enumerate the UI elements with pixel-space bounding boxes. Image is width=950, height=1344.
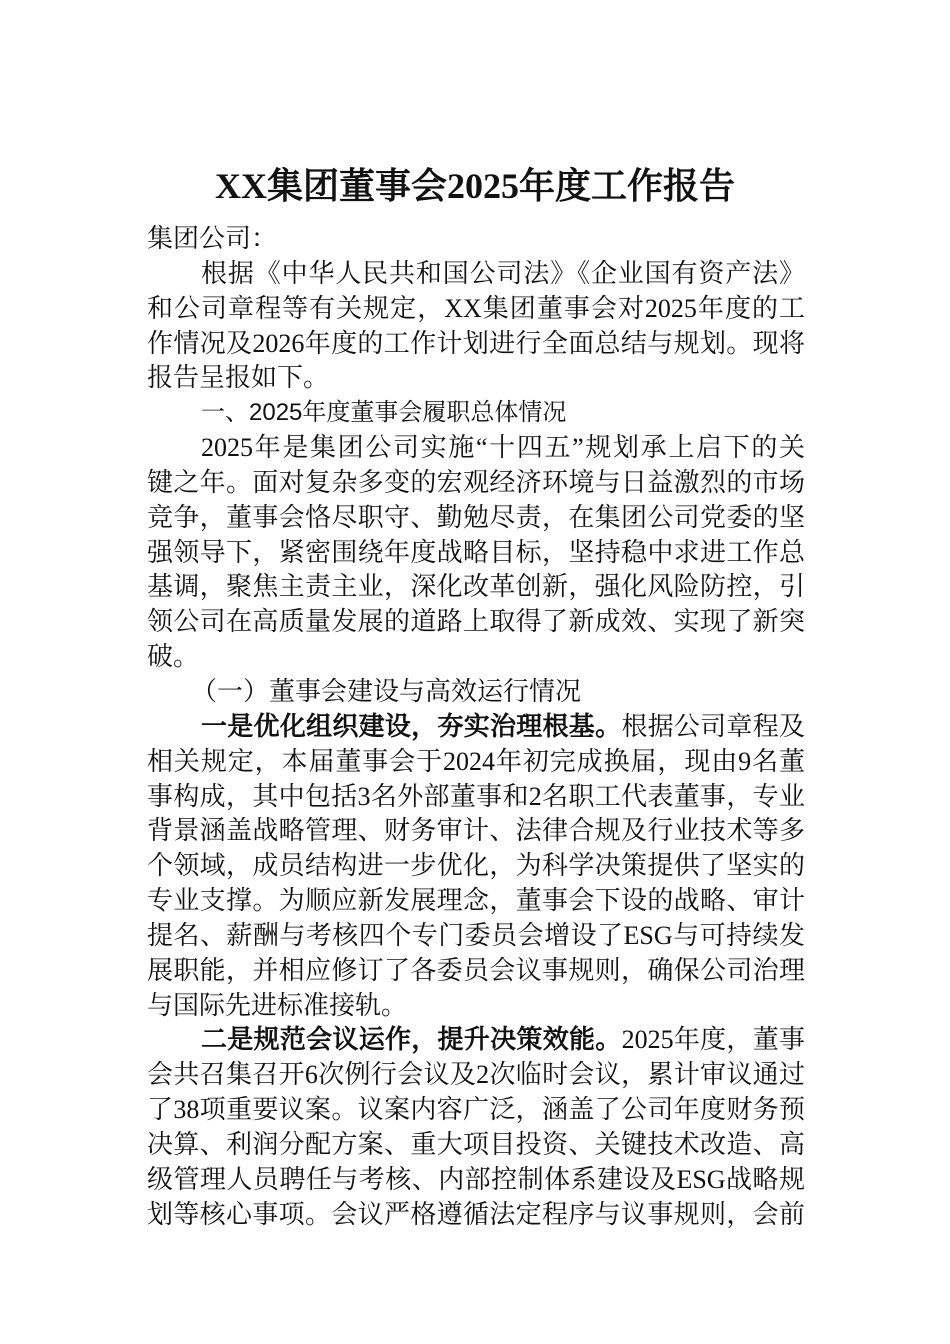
- section1-paragraph: [147, 431, 805, 675]
- paragraph-line: 报告呈报如下。: [147, 363, 330, 393]
- paragraph-line: 作情况及2026年度的工作计划进行全面总结与规划。现将: [147, 328, 805, 358]
- paragraph-line: 会共召集召开6次例行会议及2次临时会议，累计审议通过: [147, 1060, 805, 1090]
- paragraph-line: 个领域，成员结构进一步优化，为科学决策提供了坚实的: [147, 851, 805, 881]
- document-body: [147, 222, 805, 1232]
- paragraph-line: 提名、薪酬与考核四个专门委员会增设了ESG与可持续发: [147, 920, 805, 950]
- paragraph-line: 事构成，其中包括3名外部董事和2名职工代表董事，专业: [147, 781, 805, 811]
- paragraph-line: 和公司章程等有关规定，XX集团董事会对2025年度的工: [147, 293, 805, 323]
- point-text: 2025年度，董事: [621, 1025, 805, 1055]
- point-lead: 一是优化组织建设，夯实治理根基。: [201, 711, 622, 741]
- section-heading: 一、2025年度董事会履职总体情况: [201, 399, 567, 427]
- point-lead: 二是规范会议运作，提升决策效能。: [201, 1025, 622, 1055]
- point2-paragraph: [147, 1023, 805, 1232]
- paragraph-line: 竞争，董事会恪尽职守、勤勉尽责，在集团公司党委的坚: [147, 502, 805, 532]
- paragraph-line: 专业支撑。为顺应新发展理念，董事会下设的战略、审计: [147, 886, 805, 916]
- paragraph-line: 划等核心事项。会议严格遵循法定程序与议事规则，会前: [147, 1199, 805, 1229]
- paragraph-line: 背景涵盖战略管理、财务审计、法律合规及行业技术等多: [147, 816, 805, 846]
- paragraph-line: 强领导下，紧密围绕年度战略目标，坚持稳中求进工作总: [147, 537, 805, 567]
- paragraph-line: 展职能，并相应修订了各委员会议事规则，确保公司治理: [147, 955, 805, 985]
- paragraph-line: 级管理人员聘任与考核、内部控制体系建设及ESG战略规: [147, 1164, 805, 1194]
- subsection-heading: （一）董事会建设与高效运行情况: [191, 676, 582, 706]
- point-text: 根据公司章程及: [621, 711, 805, 741]
- paragraph-line: 了38项重要议案。议案内容广泛，涵盖了公司年度财务预: [147, 1095, 805, 1125]
- paragraph-line: [147, 710, 805, 745]
- document-title: XX集团董事会2025年度工作报告: [215, 166, 735, 206]
- paragraph-line: 基调，聚焦主责主业，深化改革创新，强化风险防控，引: [147, 572, 805, 602]
- intro-paragraph: [147, 257, 805, 396]
- paragraph-line: 破。: [147, 642, 200, 672]
- salutation: 集团公司：: [147, 224, 278, 253]
- paragraph-line: 根据《中华人民共和国公司法》《企业国有资产法》: [201, 258, 805, 288]
- paragraph-line: 决算、利润分配方案、重大项目投资、关键技术改造、高: [147, 1129, 805, 1159]
- paragraph-line: 与国际先进标准接轨。: [147, 990, 408, 1020]
- paragraph-line: 相关规定，本届董事会于2024年初完成换届，现由9名董: [147, 746, 805, 776]
- paragraph-line: 2025年是集团公司实施“十四五”规划承上启下的关: [201, 433, 805, 463]
- paragraph-line: 键之年。面对复杂多变的宏观经济环境与日益激烈的市场: [147, 467, 805, 497]
- paragraph-line: 领公司在高质量发展的道路上取得了新成效、实现了新突: [147, 607, 805, 637]
- paragraph-line: [147, 1023, 805, 1058]
- point1-paragraph: [147, 710, 805, 1024]
